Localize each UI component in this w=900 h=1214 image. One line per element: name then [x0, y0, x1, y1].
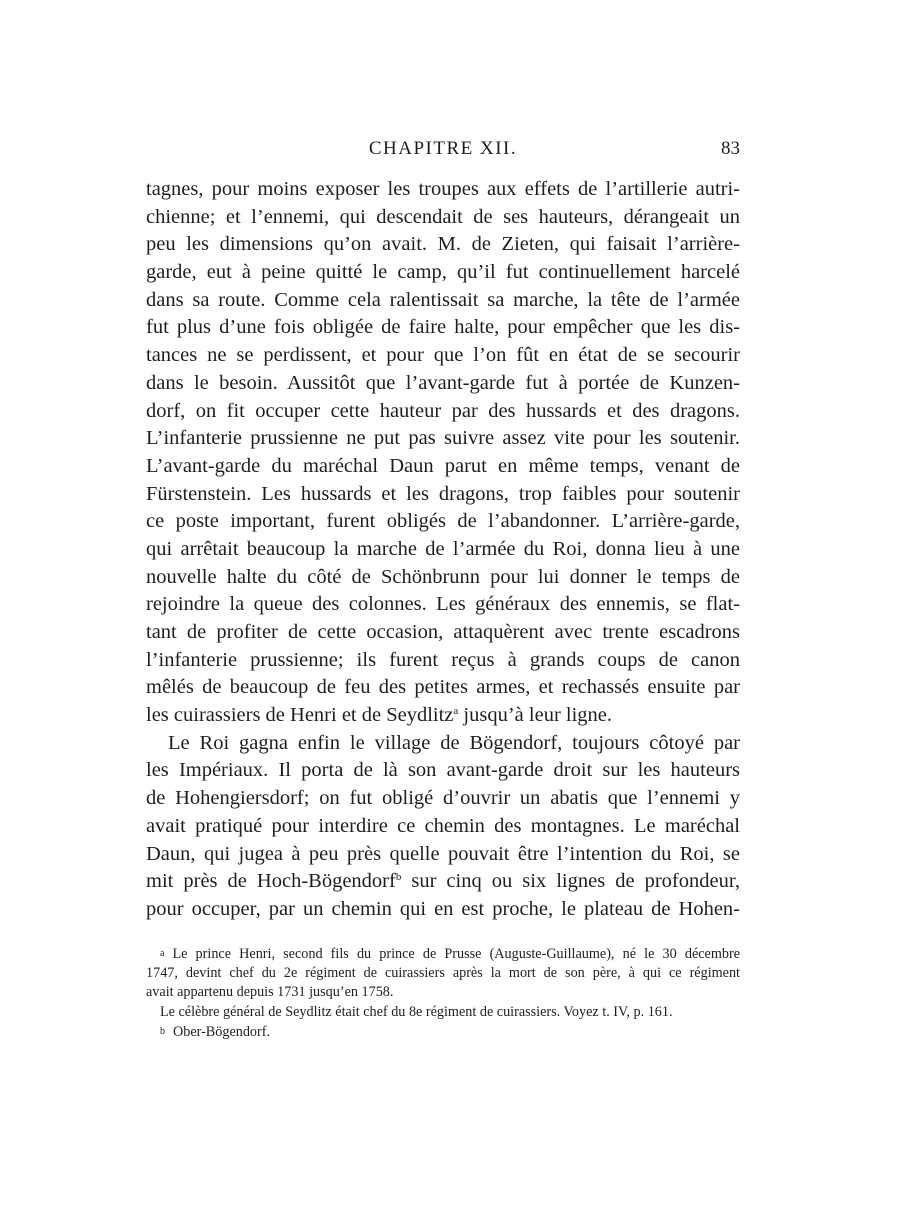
- text-line-content: qui arrêtait beaucoup la marche de l’armée du Roi, donna lieu à une: [146, 537, 740, 560]
- text-line-content: Fürstenstein. Les hussards et les dragons, trop faibles pour soutenir: [146, 482, 740, 505]
- text-line: [146, 370, 740, 398]
- text-line-content: tances ne se perdissent, et pour que l’on fût en état de se secourir: [146, 344, 740, 367]
- text-line: [146, 674, 740, 702]
- text-line: [146, 591, 740, 619]
- text-line: [146, 398, 740, 426]
- text-line: [146, 204, 740, 232]
- text-line: [146, 730, 740, 758]
- text-line-content: mit près de Hoch-Bögendorf: [146, 870, 396, 893]
- text-line-content: nouvelle halte du côté de Schönbrunn pour lui donner le temps de: [146, 565, 740, 588]
- footnote-text: Ober-Bögendorf.: [173, 1024, 271, 1040]
- text-line: [146, 536, 740, 564]
- text-line: [146, 287, 740, 315]
- text-line: [146, 508, 740, 536]
- text-line-content: mêlés de beaucoup de feu des petites armes, et rechassés ensuite par: [146, 676, 740, 699]
- text-line: [146, 176, 740, 204]
- text-line-content: dans le besoin. Aussitôt que l’avant-garde fut à portée de Kunzen-: [146, 371, 740, 394]
- footnote-line: [146, 1022, 740, 1042]
- text-line: [146, 702, 740, 730]
- footnote-text: avait appartenu depuis 1731 jusqu’en 1758.: [146, 984, 394, 1000]
- chapter-title: CHAPITRE XII.: [368, 138, 518, 159]
- footnote-marker: a: [160, 948, 165, 959]
- text-line: [146, 841, 740, 869]
- text-line-content: les Impériaux. Il porta de là son avant-garde droit sur les hauteurs: [146, 759, 740, 782]
- text-line: [146, 757, 740, 785]
- text-line-content: dans sa route. Comme cela ralentissait sa marche, la tête de l’armée: [146, 288, 740, 311]
- text-line-content: garde, eut à peine quitté le camp, qu’il fut continuellement harcelé: [146, 261, 740, 284]
- text-line: [146, 813, 740, 841]
- text-line: [146, 647, 740, 675]
- text-line-content: l’infanterie prussienne; ils furent reçus à grands coups de canon: [146, 648, 740, 671]
- text-line-content: fut plus d’une fois obligée de faire halte, pour empêcher que les dis-: [146, 316, 740, 339]
- text-line-content: tant de profiter de cette occasion, attaquèrent avec trente escadrons: [146, 621, 740, 643]
- footnote-line: [146, 1003, 740, 1023]
- text-line: [146, 868, 740, 896]
- text-line: [146, 896, 740, 924]
- text-line: [146, 619, 740, 647]
- footnote-line: [146, 964, 740, 984]
- text-line-content: dorf, on fit occuper cette hauteur par des hussards et des dragons.: [146, 399, 740, 422]
- text-line-content: tagnes, pour moins exposer les troupes aux effets de l’artillerie autri-: [146, 178, 740, 200]
- footnote-line: [146, 983, 740, 1003]
- footnote-reference: a: [453, 705, 459, 718]
- running-head: [146, 138, 740, 166]
- footnote-text: Le célèbre général de Seydlitz était chef du 8e régiment de cuirassiers. Voyez t. IV, p. 161.: [160, 1003, 673, 1020]
- text-line: [146, 259, 740, 287]
- text-line-content: chienne; et l’ennemi, qui descendait de ses hauteurs, dérangeait un: [146, 205, 740, 228]
- text-line-content: rejoindre la queue des colonnes. Les généraux des ennemis, se flat-: [146, 593, 740, 616]
- text-line-content: L’avant-garde du maréchal Daun parut en même temps, venant de: [146, 454, 740, 477]
- footnote-marker: b: [160, 1026, 165, 1037]
- text-line: [146, 342, 740, 370]
- footnotes: [146, 944, 740, 1042]
- text-line-content: de Hohengiersdorf; on fut obligé d’ouvrir un abatis que l’ennemi y: [146, 787, 740, 810]
- text-line-content: pour occuper, par un chemin qui en est proche, le plateau de Hohen-: [146, 897, 740, 920]
- text-line-content: avait pratiqué pour interdire ce chemin des montagnes. Le maréchal: [146, 814, 740, 837]
- text-line-content: peu les dimensions qu’on avait. M. de Zieten, qui faisait l’arrière-: [146, 233, 740, 256]
- footnote-reference: b: [395, 871, 402, 884]
- text-line: [146, 453, 740, 481]
- text-line-content: Daun, qui jugea à peu près quelle pouvait être l’intention du Roi, se: [146, 842, 740, 865]
- text-line-continuation: jusqu’à leur ligne.: [458, 704, 613, 727]
- text-line-content: Le Roi gagna enfin le village de Bögendorf, toujours côtoyé par: [168, 731, 740, 754]
- text-line: [146, 314, 740, 342]
- text-line-continuation: sur cinq ou six lignes de profondeur,: [401, 870, 740, 893]
- page-number: 83: [721, 138, 740, 159]
- footnote-line: [146, 944, 740, 964]
- text-line-content: ce poste important, furent obligés de l’abandonner. L’arrière-garde,: [146, 510, 740, 533]
- text-line: [146, 564, 740, 592]
- footnote-text: Le prince Henri, second fils du prince de Prusse (Auguste-Guillaume), né le 30 décembre: [172, 946, 740, 962]
- footnote-text: 1747, devint chef du 2e régiment de cuirassiers après la mort de son père, à qui ce régiment: [146, 964, 740, 981]
- text-line: [146, 785, 740, 813]
- text-line-content: L’infanterie prussienne ne put pas suivre assez vite pour les soutenir.: [146, 427, 740, 450]
- text-line-content: les cuirassiers de Henri et de Seydlitz: [146, 704, 454, 727]
- text-line: [146, 425, 740, 453]
- body-text: [146, 176, 740, 924]
- text-line: [146, 481, 740, 509]
- text-line: [146, 231, 740, 259]
